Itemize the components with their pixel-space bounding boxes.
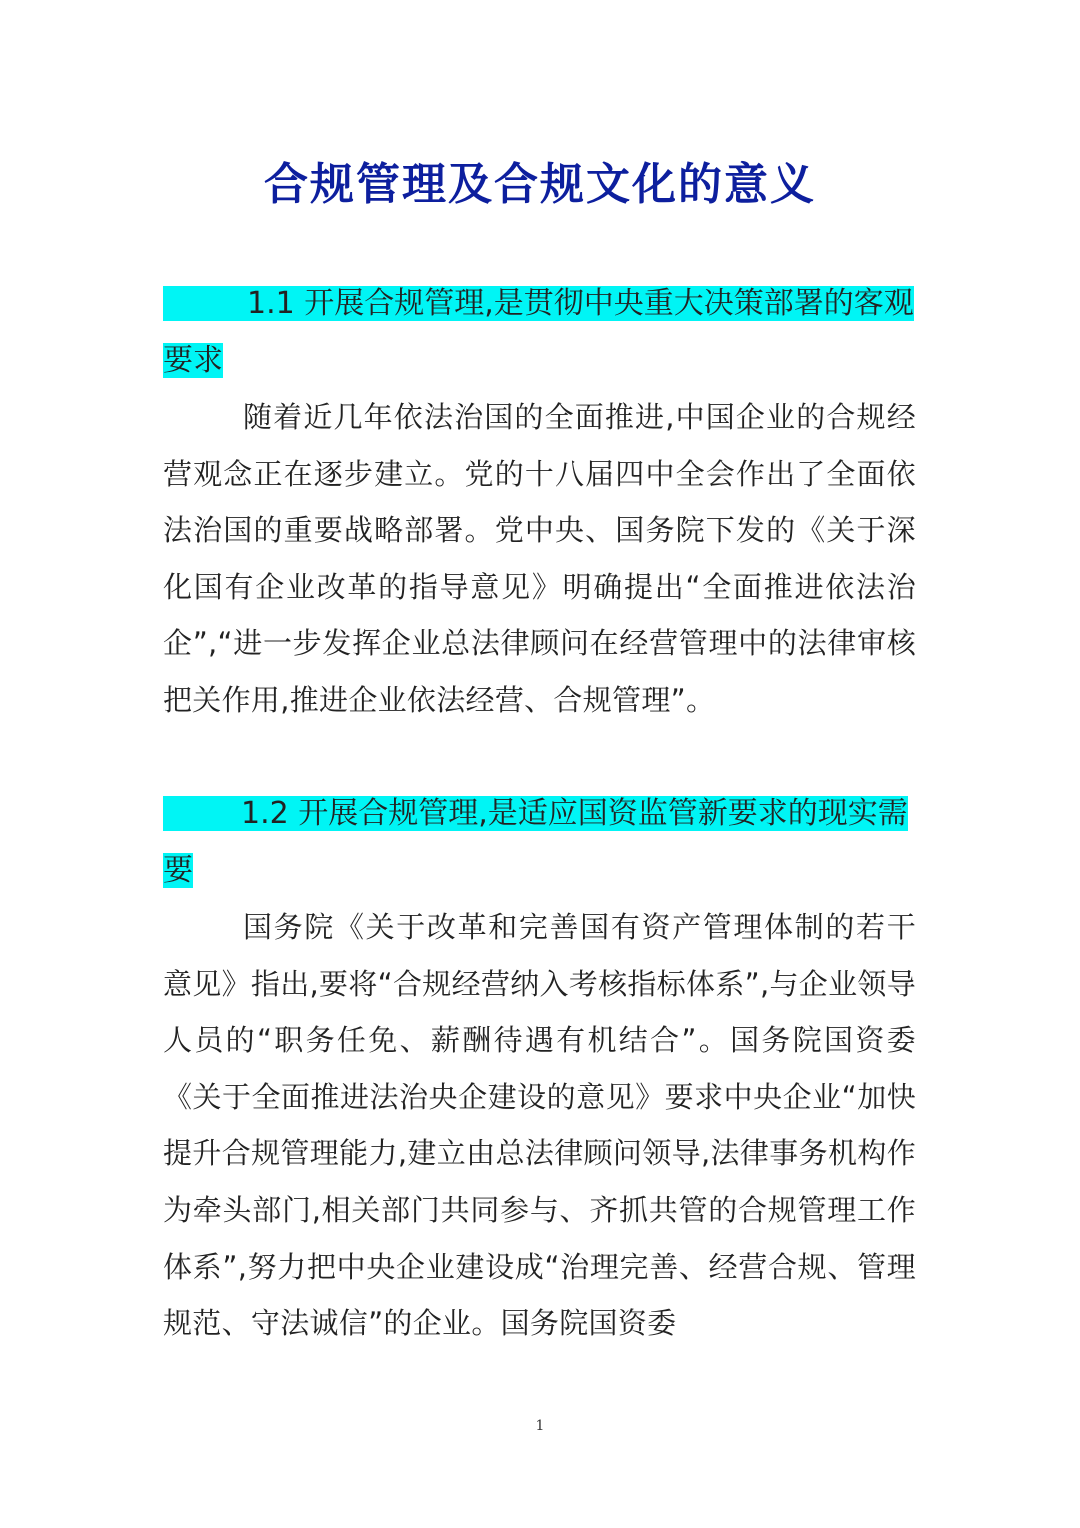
page-number: 1 <box>535 1418 545 1434</box>
section-paragraph-1-1: 随着近几年依法治国的全面推进,中国企业的合规经营观念正在逐步建立。党的十八届四中全会作出了全面依法治国的重要战略部署。党中央、国务院下发的《关于深化国有企业改革的指导意见》明确提出“全面推进依法治企”,“进一步发挥企业总法律顾问在经营管理中的法律审核把关作用,推进企业依法经营、合规管理”。 <box>163 400 916 717</box>
section-heading-1-2-text: 1.2 开展合规管理,是适应国资监管新要求的现实需要 <box>163 796 908 888</box>
section-heading-1-2 <box>163 785 916 899</box>
page-title: 合规管理及合规文化的意义 <box>264 159 816 210</box>
section-heading-1-1 <box>163 275 916 389</box>
section-heading-1-1-text: 1.1 开展合规管理,是贯彻中央重大决策部署的客观要求 <box>163 286 914 378</box>
section-paragraph-1-2: 国务院《关于改革和完善国有资产管理体制的若干意见》指出,要将“合规经营纳入考核指标体系”,与企业领导人员的“职务任免、薪酬待遇有机结合”。国务院国资委《关于全面推进法治央企建设的意见》要求中央企业“加快提升合规管理能力,建立由总法律顾问领导,法律事务机构作为牵头部门,相关部门共同参与、齐抓共管的合规管理工作体系”,努力把中央企业建设成“治理完善、经营合规、管理规范、守法诚信”的企业。国务院国资委 <box>163 910 916 1341</box>
